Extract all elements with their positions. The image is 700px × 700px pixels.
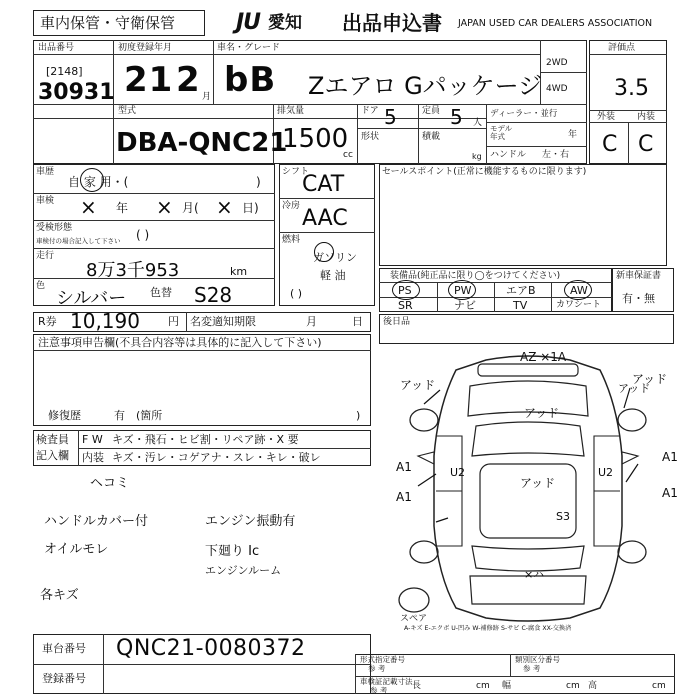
ac-value: AAC [302,206,348,231]
diag-mark-6: A1 [662,450,678,464]
reg-month-unit: 月 [202,92,212,102]
lot-label: 出品番号 [38,43,75,53]
diag-mark-4: A1 [396,460,412,474]
handle-label: ハンドル [490,150,527,160]
spare-label: スペア [400,614,428,624]
storage-label: 車内保管・守衛保管 [40,14,176,32]
diagram-top-label: AZ ×1A [520,350,567,364]
grade: Zエアロ Gパッケージ [308,72,543,100]
hw-note-6: エンジンルーム [205,564,282,577]
hw-note-5: 下廻り Ic [205,544,260,559]
color-code-label: 色替 [150,286,172,299]
insp-year-unit: 年 [116,201,129,215]
color-code-value: S28 [194,283,233,307]
sales-point-label: セールスポイント(正常に機能するものに限ります) [382,167,587,177]
door-label: ドア [361,106,379,116]
r-unit: 円 [168,315,179,328]
diag-mark-10: S3 [556,510,570,523]
dim-l-unit: cm [476,681,490,691]
int-value: C [638,132,655,157]
door-value: 5 [384,105,397,129]
inspector-label-1: 検査員 [36,433,69,446]
diag-mark-2: アッド [632,372,668,386]
equip-airbag: エアB [506,284,536,297]
equip-sr: SR [398,299,413,312]
cap-value: 5 [450,105,463,129]
hw-note-4: エンジン振動有 [205,514,296,529]
drive-2wd: 2WD [546,58,568,68]
color-label: 色 [36,281,46,291]
dim-w: 幅 [502,681,512,691]
insp-day-mark: × [216,195,233,219]
history-close: ) [256,175,261,189]
hw-note-2: ハンドルカバー付 [44,514,149,529]
insp-month-mark: × [156,195,173,219]
fw-items: キズ・飛石・ヒビ割・リペア跡・X 要 [112,433,299,446]
rating-label: 評価点 [608,43,636,53]
equip-ps: PS [398,284,412,297]
load-label: 積載 [422,132,441,142]
car-name: bB [224,60,277,100]
disp-unit: cc [343,150,353,160]
cap-label: 定員 [422,106,441,116]
cap-unit: 人 [473,118,483,128]
hw-note-7: 各キズ [40,588,79,603]
mileage-label: 走行 [36,251,55,261]
fuel-circle [314,242,334,262]
history-options: 自 家 用・( [68,175,129,189]
ext-label: 外装 [597,112,616,122]
diag-mark-9: アッド [520,476,556,490]
equip-pw: PW [454,284,472,297]
inspector-label-2: 記入欄 [36,449,69,462]
warranty-options: 有・無 [622,292,655,305]
reg-label: 初度登録年月 [118,43,173,53]
history-label: 車歴 [36,167,55,177]
damage-legend: A-キズ E-エクボ U-凹み W-補修跡 S-サビ C-腐食 XX-交換済 [404,625,572,632]
fuel-gas: ガソリン [313,251,357,264]
model-year-label: モデル 年式 [490,124,513,141]
fuel-diesel: 軽 油 [320,269,346,282]
dims-sub: 参 考 [370,686,388,695]
hw-note-3: オイルモレ [44,542,109,557]
equipment-label: 装備品(純正品に限り◯をつけてください) [390,271,561,281]
history-circle [80,168,104,192]
chassis-label: 車台番号 [42,642,86,655]
lot-sub: [2148] [46,65,83,78]
after-fit-label: 後日品 [383,317,411,327]
form-title: 出品申込書 [342,11,442,35]
shift-label: シフト [282,167,310,177]
equip-aw-circle [564,280,592,300]
type-value: DBA-QNC21 [116,128,288,158]
lot-number: 30931 [38,80,115,105]
fuel-label: 燃料 [282,235,301,245]
disp-label: 排気量 [277,106,305,116]
dealer-label: ディーラー・並行 [490,109,558,119]
name-change-label: 名変適知期限 [190,315,256,328]
r1-sub: 参 考 [368,664,386,673]
equip-aw: AW [570,284,588,297]
type-label: 型式 [118,106,137,116]
repair-place: (箇所 [136,409,163,422]
equip-pw-circle [448,280,476,300]
reg-month: 2 [176,60,201,100]
equip-leather: カワシート [556,300,602,310]
repair-close: ) [356,409,361,422]
int-label: 内装 [637,112,656,122]
ext-value: C [602,132,619,157]
ju-logo: JU [236,10,261,35]
diag-mark-1: アッド [400,378,436,392]
dim-w-unit: cm [566,681,580,691]
shape-label: 形状 [361,132,380,142]
warranty-label: 新車保証書 [616,271,662,281]
jukou-note: 車検付の場合記入して下さい [36,237,121,245]
int-cat: 内装 [82,451,104,464]
name-change-day: 日 [352,315,363,328]
diag-mark-11: ×ハ [524,568,545,581]
r1-label: 形式指定番号 [360,655,405,664]
int-items: キズ・汚レ・コゲアナ・スレ・キレ・破レ [112,451,321,464]
year-unit: 年 [568,130,578,140]
color-value: シルバー [56,288,127,309]
diag-mark-7: U2 [450,466,466,479]
r2-label: 類別区分番号 [515,655,560,664]
r-label: R券 [38,315,57,328]
reg-year: 21 [124,60,174,100]
r2-sub: 参 考 [523,664,541,673]
hw-note-1: ヘコミ [90,476,130,491]
dim-h: 高 [588,681,598,691]
ac-label: 冷房 [282,201,301,211]
drive-4wd: 4WD [546,84,568,94]
load-unit: kg [472,152,482,161]
fuel-paren: ( ) [290,287,303,300]
dims-label: 車検証記載寸法 [360,677,413,686]
diag-mark-5: A1 [396,490,412,504]
diag-mark-8: U2 [598,466,614,479]
chassis-value: QNC21-0080372 [116,636,306,661]
mileage-value: 8万3千953 [86,260,180,281]
diag-mark-12: A1 [662,486,678,500]
handle-options: 左・右 [542,150,570,160]
registration-label: 登録番号 [42,672,86,685]
equip-tv: TV [513,299,528,312]
insp-day-unit: 日) [242,201,259,215]
repair-label: 修復歴 [48,409,81,422]
repair-has: 有 [114,409,125,422]
diag-mark-3: アッド [524,406,560,420]
fw-cat: F W [82,433,103,446]
inspection-label: 車検 [36,196,55,206]
insp-year-mark: × [80,195,97,219]
r-value: 10,190 [70,309,140,333]
rating-value: 3.5 [614,76,649,101]
jukou-paren: ( ) [136,228,150,242]
assoc-name: 愛知 [268,13,302,33]
name-change-month: 月 [306,315,317,328]
dim-h-unit: cm [652,681,666,691]
diag-mark-13: アッド [618,382,651,395]
mileage-unit: km [230,265,248,278]
insp-month-unit: 月( [182,201,199,215]
disp-value: 1500 [282,124,349,154]
shift-value: CAT [302,172,345,197]
dim-l: 長 [412,681,422,691]
model-label: 車名・グレード [217,43,281,53]
jukou-label: 受検形態 [36,223,73,233]
notes-label: 注意事項申告欄(不具合内容等は具体的に記入して下さい) [38,336,322,349]
after-fit-box [379,314,674,344]
assoc-en: JAPAN USED CAR DEALERS ASSOCIATION [458,18,653,29]
equip-navi: ナビ [454,299,476,312]
sales-point-box [379,164,667,266]
equip-ps-circle [392,280,420,300]
